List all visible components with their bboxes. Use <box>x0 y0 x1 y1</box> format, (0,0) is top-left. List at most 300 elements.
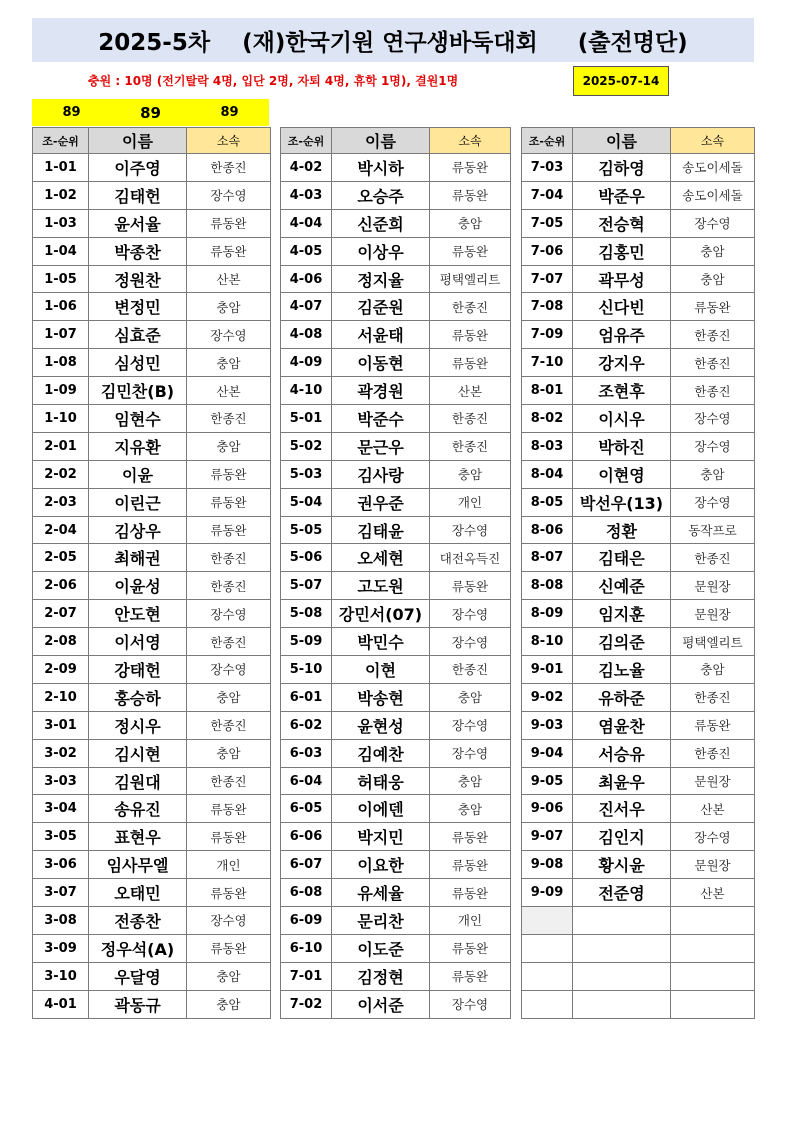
player-name: 임사무엘 <box>89 851 187 879</box>
table-header-row <box>281 128 511 154</box>
table-row <box>281 237 511 265</box>
table-row <box>281 683 511 711</box>
table-row <box>281 879 511 907</box>
player-club: 류동완 <box>187 823 271 851</box>
player-name: 오세현 <box>332 544 430 572</box>
table-row <box>33 656 271 684</box>
player-rank: 9-09 <box>522 879 573 907</box>
player-rank: 8-07 <box>522 544 573 572</box>
empty-row <box>522 962 755 990</box>
player-name: 김의준 <box>573 628 671 656</box>
empty-cell <box>671 934 755 962</box>
table-row <box>522 683 755 711</box>
table-row <box>281 460 511 488</box>
table-row <box>33 795 271 823</box>
player-rank: 3-09 <box>33 934 89 962</box>
empty-cell <box>573 934 671 962</box>
table-row <box>522 544 755 572</box>
player-name: 김하영 <box>573 154 671 182</box>
player-name: 이서영 <box>89 628 187 656</box>
table-row <box>522 795 755 823</box>
player-name: 서윤태 <box>332 321 430 349</box>
table-row <box>522 405 755 433</box>
player-rank: 5-08 <box>281 600 332 628</box>
player-rank: 3-02 <box>33 739 89 767</box>
page-title: 2025-5차 (재)한국기원 연구생바둑대회 (출전명단) <box>98 29 688 56</box>
player-club: 충암 <box>671 237 755 265</box>
player-club: 산본 <box>671 795 755 823</box>
table-row <box>33 628 271 656</box>
player-rank: 9-02 <box>522 683 573 711</box>
table-row <box>522 237 755 265</box>
player-name: 엄유주 <box>573 321 671 349</box>
player-name: 조현후 <box>573 377 671 405</box>
player-club: 한종진 <box>430 293 511 321</box>
table-row <box>33 907 271 935</box>
player-name: 정원찬 <box>89 265 187 293</box>
player-club: 송도이세돌 <box>671 181 755 209</box>
player-rank: 2-07 <box>33 600 89 628</box>
player-club: 한종진 <box>187 628 271 656</box>
table-row <box>522 516 755 544</box>
table-row <box>522 349 755 377</box>
player-name: 이동현 <box>332 349 430 377</box>
table-row <box>33 823 271 851</box>
player-club: 류동완 <box>430 237 511 265</box>
player-club: 문원장 <box>671 600 755 628</box>
player-rank: 7-01 <box>281 962 332 990</box>
player-club: 산본 <box>671 879 755 907</box>
player-name: 이시우 <box>573 405 671 433</box>
count-left: 89 <box>62 105 81 120</box>
player-name: 오승주 <box>332 181 430 209</box>
player-club: 충암 <box>430 460 511 488</box>
player-name: 이요한 <box>332 851 430 879</box>
player-name: 안도현 <box>89 600 187 628</box>
player-club: 한종진 <box>671 349 755 377</box>
player-rank: 4-03 <box>281 181 332 209</box>
table-row <box>33 934 271 962</box>
player-club: 한종진 <box>671 321 755 349</box>
player-rank: 5-10 <box>281 656 332 684</box>
table-row <box>33 739 271 767</box>
roster-table-1 <box>32 127 271 1019</box>
player-club: 충암 <box>187 432 271 460</box>
player-name: 진서우 <box>573 795 671 823</box>
player-club: 문원장 <box>671 851 755 879</box>
table-row <box>33 851 271 879</box>
player-club: 장수영 <box>430 990 511 1018</box>
player-rank: 6-10 <box>281 934 332 962</box>
table-row <box>33 209 271 237</box>
player-club: 한종진 <box>671 683 755 711</box>
player-name: 김태은 <box>573 544 671 572</box>
player-name: 곽무성 <box>573 265 671 293</box>
table-row <box>281 181 511 209</box>
player-club: 장수영 <box>187 321 271 349</box>
table-row <box>33 879 271 907</box>
player-rank: 1-02 <box>33 181 89 209</box>
player-club: 한종진 <box>187 572 271 600</box>
player-rank: 9-04 <box>522 739 573 767</box>
player-rank: 2-03 <box>33 488 89 516</box>
player-rank: 7-09 <box>522 321 573 349</box>
player-rank: 2-06 <box>33 572 89 600</box>
player-rank: 8-10 <box>522 628 573 656</box>
player-rank: 1-10 <box>33 405 89 433</box>
player-name: 전승혁 <box>573 209 671 237</box>
event-date: 2025-07-14 <box>573 66 669 96</box>
player-name: 정지율 <box>332 265 430 293</box>
player-name: 임현수 <box>89 405 187 433</box>
table-row <box>281 656 511 684</box>
player-name: 김원대 <box>89 767 187 795</box>
player-club: 류동완 <box>187 879 271 907</box>
player-rank: 3-01 <box>33 711 89 739</box>
table-row <box>281 795 511 823</box>
player-club: 한종진 <box>187 711 271 739</box>
player-rank: 5-06 <box>281 544 332 572</box>
player-name: 김사랑 <box>332 460 430 488</box>
player-rank: 7-03 <box>522 154 573 182</box>
player-counts <box>32 99 269 126</box>
player-name: 이현 <box>332 656 430 684</box>
player-club: 충암 <box>671 460 755 488</box>
player-name: 김준원 <box>332 293 430 321</box>
player-rank: 1-05 <box>33 265 89 293</box>
table-row <box>33 460 271 488</box>
player-rank: 6-07 <box>281 851 332 879</box>
table-row <box>33 321 271 349</box>
rank-column-header: 조-순위 <box>33 128 89 154</box>
player-name: 심성민 <box>89 349 187 377</box>
player-rank: 6-02 <box>281 711 332 739</box>
player-name: 이윤 <box>89 460 187 488</box>
empty-cell <box>671 907 755 935</box>
player-club: 충암 <box>430 767 511 795</box>
player-rank: 5-03 <box>281 460 332 488</box>
table-row <box>522 321 755 349</box>
player-name: 박종찬 <box>89 237 187 265</box>
table-row <box>281 934 511 962</box>
player-rank: 6-08 <box>281 879 332 907</box>
table-row <box>33 377 271 405</box>
player-rank: 8-02 <box>522 405 573 433</box>
empty-cell <box>573 907 671 935</box>
player-rank: 2-04 <box>33 516 89 544</box>
player-club: 충암 <box>187 293 271 321</box>
player-rank: 1-07 <box>33 321 89 349</box>
player-name: 윤서율 <box>89 209 187 237</box>
player-rank: 1-03 <box>33 209 89 237</box>
table-row <box>281 572 511 600</box>
player-rank: 1-08 <box>33 349 89 377</box>
player-rank: 9-06 <box>522 795 573 823</box>
player-club: 장수영 <box>430 711 511 739</box>
table-row <box>33 265 271 293</box>
table-row <box>522 628 755 656</box>
table-row <box>522 823 755 851</box>
table-row <box>281 265 511 293</box>
player-club: 류동완 <box>187 934 271 962</box>
player-name: 정우석(A) <box>89 934 187 962</box>
player-name: 이상우 <box>332 237 430 265</box>
table-row <box>281 209 511 237</box>
player-name: 유세율 <box>332 879 430 907</box>
table-row <box>281 711 511 739</box>
player-name: 김홍민 <box>573 237 671 265</box>
player-name: 전준영 <box>573 879 671 907</box>
player-rank: 5-09 <box>281 628 332 656</box>
player-club: 류동완 <box>430 181 511 209</box>
player-name: 최윤우 <box>573 767 671 795</box>
player-club: 장수영 <box>671 405 755 433</box>
player-rank: 1-01 <box>33 154 89 182</box>
player-rank: 8-03 <box>522 432 573 460</box>
table-row <box>33 544 271 572</box>
empty-cell <box>573 990 671 1018</box>
player-club: 장수영 <box>671 209 755 237</box>
player-name: 신준희 <box>332 209 430 237</box>
roster-table-3 <box>521 127 755 1019</box>
table-row <box>33 488 271 516</box>
player-club: 장수영 <box>671 488 755 516</box>
player-rank: 6-09 <box>281 907 332 935</box>
player-rank: 2-01 <box>33 432 89 460</box>
player-name: 박준우 <box>573 181 671 209</box>
player-name: 이서준 <box>332 990 430 1018</box>
player-club: 산본 <box>187 265 271 293</box>
player-name: 신예준 <box>573 572 671 600</box>
player-club: 류동완 <box>671 711 755 739</box>
table-row <box>281 405 511 433</box>
table-row <box>281 990 511 1018</box>
club-column-header: 소속 <box>430 128 511 154</box>
player-name: 이윤성 <box>89 572 187 600</box>
player-name: 송유진 <box>89 795 187 823</box>
player-club: 장수영 <box>187 181 271 209</box>
player-club: 류동완 <box>671 293 755 321</box>
empty-cell <box>671 962 755 990</box>
player-club: 류동완 <box>430 879 511 907</box>
table-row <box>33 293 271 321</box>
player-club: 류동완 <box>187 460 271 488</box>
player-name: 문리찬 <box>332 907 430 935</box>
player-club: 한종진 <box>430 432 511 460</box>
count-center: 89 <box>140 103 161 122</box>
table-row <box>522 600 755 628</box>
player-rank: 3-05 <box>33 823 89 851</box>
player-club: 한종진 <box>430 405 511 433</box>
player-rank: 6-06 <box>281 823 332 851</box>
empty-cell <box>522 990 573 1018</box>
table-row <box>281 628 511 656</box>
table-row <box>281 321 511 349</box>
table-row <box>281 154 511 182</box>
player-rank: 1-06 <box>33 293 89 321</box>
table-row <box>281 349 511 377</box>
player-rank: 7-05 <box>522 209 573 237</box>
player-rank: 8-01 <box>522 377 573 405</box>
player-name: 황시윤 <box>573 851 671 879</box>
player-club: 동작프로 <box>671 516 755 544</box>
player-club: 한종진 <box>187 767 271 795</box>
player-club: 산본 <box>430 377 511 405</box>
player-name: 지유환 <box>89 432 187 460</box>
table-row <box>281 962 511 990</box>
player-name: 김시현 <box>89 739 187 767</box>
player-rank: 8-08 <box>522 572 573 600</box>
player-name: 우달영 <box>89 962 187 990</box>
player-club: 충암 <box>187 349 271 377</box>
player-club: 장수영 <box>671 823 755 851</box>
player-name: 김노율 <box>573 656 671 684</box>
table-row <box>33 990 271 1018</box>
player-name: 김태헌 <box>89 181 187 209</box>
player-club: 장수영 <box>430 628 511 656</box>
player-rank: 8-05 <box>522 488 573 516</box>
player-rank: 5-01 <box>281 405 332 433</box>
player-club: 충암 <box>671 265 755 293</box>
table-row <box>281 377 511 405</box>
player-club: 류동완 <box>430 321 511 349</box>
player-rank: 3-10 <box>33 962 89 990</box>
player-name: 강지우 <box>573 349 671 377</box>
player-rank: 7-06 <box>522 237 573 265</box>
table-row <box>522 767 755 795</box>
table-row <box>522 265 755 293</box>
player-rank: 6-04 <box>281 767 332 795</box>
player-name: 김상우 <box>89 516 187 544</box>
table-row <box>522 460 755 488</box>
player-rank: 4-02 <box>281 154 332 182</box>
count-right: 89 <box>220 105 239 120</box>
player-name: 정시우 <box>89 711 187 739</box>
table-row <box>281 488 511 516</box>
player-rank: 3-06 <box>33 851 89 879</box>
table-row <box>522 181 755 209</box>
table-row <box>522 209 755 237</box>
title-bar <box>32 18 754 62</box>
player-name: 김태윤 <box>332 516 430 544</box>
player-rank: 4-01 <box>33 990 89 1018</box>
player-rank: 9-03 <box>522 711 573 739</box>
player-club: 한종진 <box>187 544 271 572</box>
player-name: 박민수 <box>332 628 430 656</box>
player-club: 류동완 <box>430 934 511 962</box>
player-club: 한종진 <box>187 405 271 433</box>
empty-cell <box>522 907 573 935</box>
player-rank: 9-08 <box>522 851 573 879</box>
table-row <box>522 154 755 182</box>
player-club: 평택엘리트 <box>671 628 755 656</box>
player-name: 이에덴 <box>332 795 430 823</box>
club-column-header: 소속 <box>187 128 271 154</box>
player-rank: 5-05 <box>281 516 332 544</box>
table-row <box>522 432 755 460</box>
table-row <box>522 377 755 405</box>
player-rank: 5-04 <box>281 488 332 516</box>
player-club: 한종진 <box>671 544 755 572</box>
player-rank: 4-04 <box>281 209 332 237</box>
table-row <box>522 656 755 684</box>
player-club: 류동완 <box>187 795 271 823</box>
player-name: 김예찬 <box>332 739 430 767</box>
player-name: 심효준 <box>89 321 187 349</box>
player-club: 장수영 <box>187 656 271 684</box>
player-rank: 7-07 <box>522 265 573 293</box>
player-club: 류동완 <box>187 516 271 544</box>
player-rank: 7-04 <box>522 181 573 209</box>
table-row <box>281 600 511 628</box>
player-club: 류동완 <box>430 154 511 182</box>
empty-cell <box>522 962 573 990</box>
player-club: 류동완 <box>430 349 511 377</box>
empty-row <box>522 934 755 962</box>
player-name: 박준수 <box>332 405 430 433</box>
player-name: 박송현 <box>332 683 430 711</box>
player-name: 이린근 <box>89 488 187 516</box>
name-column-header: 이름 <box>332 128 430 154</box>
player-rank: 9-07 <box>522 823 573 851</box>
player-rank: 9-05 <box>522 767 573 795</box>
player-name: 권우준 <box>332 488 430 516</box>
player-club: 충암 <box>430 795 511 823</box>
table-row <box>33 405 271 433</box>
player-name: 임지훈 <box>573 600 671 628</box>
player-name: 박하진 <box>573 432 671 460</box>
player-rank: 4-10 <box>281 377 332 405</box>
roster-summary: 충원 : 10명 (전기탈락 4명, 입단 2명, 자퇴 4명, 휴학 1명), 결원1명 <box>88 74 459 88</box>
player-rank: 7-10 <box>522 349 573 377</box>
table-row <box>281 293 511 321</box>
player-name: 강민서(07) <box>332 600 430 628</box>
player-rank: 5-07 <box>281 572 332 600</box>
player-rank: 4-09 <box>281 349 332 377</box>
table-row <box>281 823 511 851</box>
player-name: 이주영 <box>89 154 187 182</box>
player-club: 충암 <box>430 683 511 711</box>
player-name: 윤현성 <box>332 711 430 739</box>
empty-cell <box>671 990 755 1018</box>
player-name: 곽동규 <box>89 990 187 1018</box>
table-header-row <box>522 128 755 154</box>
player-club: 산본 <box>187 377 271 405</box>
player-rank: 2-05 <box>33 544 89 572</box>
rank-column-header: 조-순위 <box>281 128 332 154</box>
table-row <box>33 154 271 182</box>
table-row <box>281 851 511 879</box>
player-club: 류동완 <box>187 209 271 237</box>
player-rank: 2-09 <box>33 656 89 684</box>
player-club: 충암 <box>187 990 271 1018</box>
table-row <box>33 600 271 628</box>
player-name: 서승유 <box>573 739 671 767</box>
player-club: 개인 <box>187 851 271 879</box>
player-club: 장수영 <box>430 739 511 767</box>
table-row <box>33 516 271 544</box>
player-rank: 6-05 <box>281 795 332 823</box>
player-club: 장수영 <box>430 600 511 628</box>
player-club: 평택엘리트 <box>430 265 511 293</box>
player-club: 류동완 <box>430 823 511 851</box>
player-name: 홍승하 <box>89 683 187 711</box>
empty-row <box>522 990 755 1018</box>
table-row <box>281 432 511 460</box>
player-name: 김인지 <box>573 823 671 851</box>
player-name: 신다빈 <box>573 293 671 321</box>
name-column-header: 이름 <box>573 128 671 154</box>
